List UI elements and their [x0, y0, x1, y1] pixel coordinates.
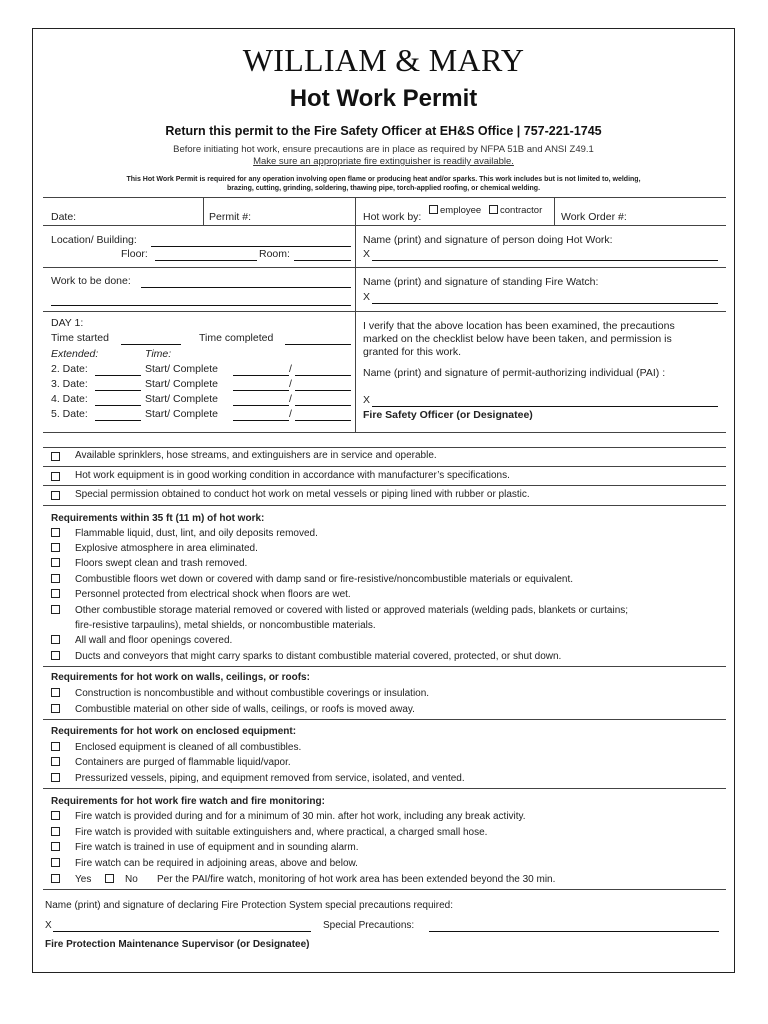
ext-start-complete-label: Start/ Complete — [145, 378, 218, 390]
divider — [43, 432, 726, 433]
contractor-checkbox[interactable] — [489, 205, 498, 214]
ext-separator: / — [289, 408, 292, 420]
ext-separator: / — [289, 363, 292, 375]
employee-checkbox[interactable] — [429, 205, 438, 214]
checklist-item: Combustible floors wet down or covered with damp sand or fire-resistive/noncombustible materials or equivalent. — [75, 574, 574, 585]
no-label: No — [125, 874, 138, 885]
checklist-checkbox[interactable] — [51, 605, 60, 614]
checklist-checkbox[interactable] — [51, 472, 60, 481]
floor-label: Floor: — [121, 248, 148, 260]
checklist-item: Fire watch can be required in adjoining areas, above and below. — [75, 858, 358, 869]
divider — [43, 466, 726, 467]
person-signature-label: Name (print) and signature of person doing Hot Work: — [363, 234, 613, 246]
checklist-item: Floors swept clean and trash removed. — [75, 558, 248, 569]
location-input-line[interactable] — [151, 246, 351, 247]
checklist-checkbox[interactable] — [51, 558, 60, 567]
ext-start-line[interactable] — [233, 375, 289, 376]
checklist-checkbox[interactable] — [51, 635, 60, 644]
checklist-checkbox[interactable] — [51, 528, 60, 537]
checklist-checkbox[interactable] — [51, 452, 60, 461]
divider — [43, 197, 726, 198]
checklist-item: Pressurized vessels, piping, and equipment removed from service, isolated, and vented. — [75, 773, 465, 784]
work-to-be-done-label: Work to be done: — [51, 275, 131, 287]
divider — [43, 505, 726, 506]
ext-date-line[interactable] — [95, 375, 141, 376]
contractor-label: contractor — [500, 205, 543, 216]
verify-text: marked on the checklist below have been taken, and permission is — [363, 333, 672, 345]
special-precautions-label: Special Precautions: — [323, 920, 415, 931]
checklist-item: Combustible material on other side of walls, ceilings, or roofs is moved away. — [75, 704, 415, 715]
ext-complete-line[interactable] — [295, 375, 351, 376]
yes-checkbox[interactable] — [51, 874, 60, 883]
ext-date-label: 4. Date: — [51, 393, 88, 405]
fire-safety-officer-label: Fire Safety Officer (or Designatee) — [363, 409, 533, 421]
checklist-item: Fire watch is provided with suitable extinguishers and, where practical, a charged small hose. — [75, 827, 488, 838]
x-mark: X — [363, 291, 371, 303]
ext-date-label: 2. Date: — [51, 363, 88, 375]
day1-label: DAY 1: — [51, 317, 84, 329]
checklist-item-continued: fire-resistive tarpaulins), metal shields, or noncombustible materials. — [75, 620, 376, 631]
location-label: Location/ Building: — [51, 234, 137, 246]
fire-watch-signature-label: Name (print) and signature of standing Fire Watch: — [363, 276, 599, 288]
pai-signature-label: Name (print) and signature of permit-authorizing individual (PAI) : — [363, 367, 666, 379]
checklist-item: Fire watch is trained in use of equipment and in sounding alarm. — [75, 842, 359, 853]
person-signature-line[interactable] — [372, 260, 718, 261]
checklist-item: Personnel protected from electrical shock when floors are wet. — [75, 589, 351, 600]
checklist-checkbox[interactable] — [51, 688, 60, 697]
pai-signature-line[interactable] — [372, 406, 718, 407]
precaution-note: Before initiating hot work, ensure precautions are in place as required by NFPA 51B and ANSI Z49.1 — [173, 144, 594, 155]
ext-complete-line[interactable] — [295, 420, 351, 421]
checklist-checkbox[interactable] — [51, 757, 60, 766]
checklist-item: Available sprinklers, hose streams, and extinguishers are in service and operable. — [75, 450, 437, 461]
section-heading-enclosed: Requirements for hot work on enclosed equipment: — [51, 726, 297, 737]
checklist-item: Other combustible storage material removed or covered with listed or approved materials (welding pads, blankets or curtains; — [75, 605, 629, 616]
time-completed-label: Time completed — [199, 332, 274, 344]
checklist-item: All wall and floor openings covered. — [75, 635, 233, 646]
checklist-item: Special permission obtained to conduct hot work on metal vessels or piping lined with rubber or plastic. — [75, 489, 530, 500]
x-mark: X — [363, 394, 371, 406]
divider — [203, 197, 204, 225]
ext-start-line[interactable] — [233, 405, 289, 406]
time-label: Time: — [145, 348, 172, 360]
room-label: Room: — [259, 248, 290, 260]
divider — [43, 447, 726, 448]
extended-monitoring-text: Per the PAI/fire watch, monitoring of hot work area has been extended beyond the 30 min. — [157, 874, 556, 885]
ext-date-line[interactable] — [95, 420, 141, 421]
checklist-item: Explosive atmosphere in area eliminated. — [75, 543, 258, 554]
checklist-item: Ducts and conveyors that might carry sparks to distant combustible material covered, protected, or shut down. — [75, 651, 562, 662]
special-precautions-line[interactable] — [429, 931, 719, 932]
fire-watch-signature-line[interactable] — [372, 303, 718, 304]
time-started-line[interactable] — [121, 344, 181, 345]
checklist-checkbox[interactable] — [51, 589, 60, 598]
william-mary-logo: WILLIAM & MARY — [242, 42, 525, 78]
checklist-checkbox[interactable] — [51, 742, 60, 751]
ext-start-complete-label: Start/ Complete — [145, 408, 218, 420]
date-label: Date: — [51, 211, 77, 223]
divider — [43, 788, 726, 789]
checklist-item: Containers are purged of flammable liquid/vapor. — [75, 757, 291, 768]
return-instructions: Return this permit to the Fire Safety Officer at EH&S Office | 757-221-1745 — [165, 124, 602, 138]
employee-option[interactable] — [429, 205, 481, 216]
checklist-item: Fire watch is provided during and for a minimum of 30 min. after hot work, including any break activity. — [75, 811, 526, 822]
section-heading-walls: Requirements for hot work on walls, ceilings, or roofs: — [51, 672, 310, 683]
checklist-checkbox[interactable] — [51, 827, 60, 836]
ext-separator: / — [289, 393, 292, 405]
divider — [554, 197, 555, 225]
checklist-checkbox[interactable] — [51, 491, 60, 500]
permit-form — [32, 28, 735, 973]
divider — [43, 719, 726, 720]
divider — [43, 666, 726, 667]
ext-complete-line[interactable] — [295, 405, 351, 406]
yes-label: Yes — [75, 874, 92, 885]
ext-start-complete-label: Start/ Complete — [145, 393, 218, 405]
work-input-line-2[interactable] — [51, 305, 351, 306]
checklist-item: Construction is noncombustible and without combustible coverings or insulation. — [75, 688, 430, 699]
ext-start-line[interactable] — [233, 390, 289, 391]
checklist-item: Flammable liquid, dust, lint, and oily deposits removed. — [75, 528, 318, 539]
declaring-signature-line[interactable] — [53, 931, 311, 932]
checklist-checkbox[interactable] — [51, 811, 60, 820]
checklist-checkbox[interactable] — [51, 842, 60, 851]
permit-number-label: Permit #: — [209, 211, 252, 223]
extinguisher-note: Make sure an appropriate fire extinguisher is readily available. — [253, 156, 514, 167]
time-started-label: Time started — [51, 332, 109, 344]
verify-text: I verify that the above location has been examined, the precautions — [363, 320, 675, 332]
ext-date-line[interactable] — [95, 390, 141, 391]
no-checkbox[interactable] — [105, 874, 114, 883]
checklist-checkbox[interactable] — [51, 858, 60, 867]
divider — [43, 485, 726, 486]
ext-date-line[interactable] — [95, 405, 141, 406]
checklist-checkbox[interactable] — [51, 543, 60, 552]
checklist-item: Enclosed equipment is cleaned of all combustibles. — [75, 742, 302, 753]
verify-text: granted for this work. — [363, 346, 462, 358]
floor-input-line[interactable] — [155, 260, 257, 261]
page-title: Hot Work Permit — [289, 85, 478, 112]
ext-start-line[interactable] — [233, 420, 289, 421]
contractor-option[interactable] — [489, 205, 542, 216]
ext-date-label: 3. Date: — [51, 378, 88, 390]
section-heading-35ft: Requirements within 35 ft (11 m) of hot work: — [51, 513, 265, 524]
extended-label: Extended: — [51, 348, 99, 360]
checklist-checkbox[interactable] — [51, 704, 60, 713]
x-mark: X — [45, 920, 52, 931]
divider — [43, 311, 726, 312]
employee-label: employee — [440, 205, 482, 216]
room-input-line[interactable] — [294, 260, 351, 261]
supervisor-label: Fire Protection Maintenance Supervisor (or Designatee) — [45, 939, 310, 950]
work-order-label: Work Order #: — [561, 211, 627, 223]
ext-date-label: 5. Date: — [51, 408, 88, 420]
checklist-item: Hot work equipment is in good working condition in accordance with manufacturer’s specifications. — [75, 470, 510, 481]
ext-complete-line[interactable] — [295, 390, 351, 391]
ext-separator: / — [289, 378, 292, 390]
checklist-checkbox[interactable] — [51, 773, 60, 782]
checklist-checkbox[interactable] — [51, 574, 60, 583]
divider — [43, 889, 726, 890]
time-completed-line[interactable] — [285, 344, 351, 345]
section-heading-fire-watch: Requirements for hot work fire watch and fire monitoring: — [51, 796, 325, 807]
divider — [43, 267, 726, 268]
work-input-line[interactable] — [141, 287, 351, 288]
checklist-checkbox[interactable] — [51, 651, 60, 660]
divider — [43, 225, 726, 226]
declaring-signature-label: Name (print) and signature of declaring Fire Protection System special precautions required: — [45, 900, 453, 911]
scope-note: This Hot Work Permit is required for any operation involving open flame or producing heat and/or sparks. This work includes but is not limited to, welding, brazing, cutting, grinding, soldering, thawing pipe, torch-applied roofing, or chemical welding. — [126, 176, 641, 192]
x-mark: X — [363, 248, 371, 260]
divider — [355, 197, 356, 432]
ext-start-complete-label: Start/ Complete — [145, 363, 218, 375]
hot-work-by-label: Hot work by: — [363, 211, 422, 223]
